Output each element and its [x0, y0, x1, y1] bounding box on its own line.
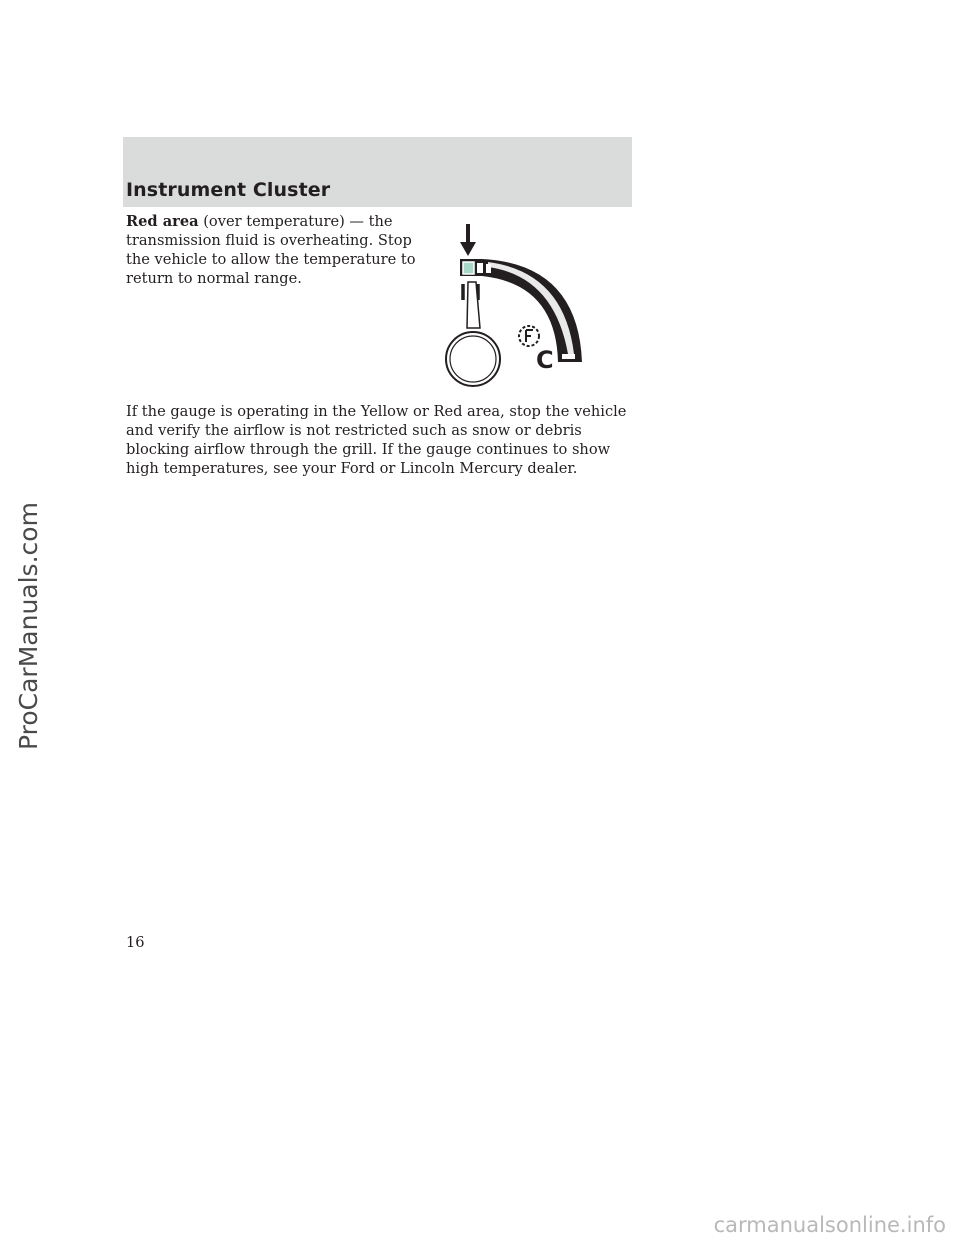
gauge-warning-paragraph: If the gauge is operating in the Yellow or Red area, stop the vehicle and verify the airflow is not restricted such as snow or debris blocking airflow through the grill. If the gauge continues to show high temperatures, see your Ford or Lincoln Mercury dealer.	[126, 403, 627, 477]
cold-label: C	[536, 346, 554, 374]
needle-bulb	[446, 282, 500, 386]
red-zone-segment	[463, 262, 474, 274]
side-watermark: ProCarManuals.com	[14, 502, 43, 750]
pointer-arrow-icon	[460, 224, 476, 256]
red-area-description	[126, 212, 416, 288]
page-number: 16	[126, 934, 145, 951]
yellow-zone-segment	[477, 263, 483, 273]
transmission-fluid-temperature-icon	[519, 326, 539, 346]
red-area-text: (over temperature) — the transmission fluid is overheating. Stop the vehicle to allow the temperature to return to normal range.	[126, 213, 416, 287]
section-header	[123, 137, 632, 207]
red-area-lead: Red area	[126, 213, 199, 230]
zone-segment	[486, 264, 491, 273]
transmission-temperature-gauge-illustration	[436, 222, 586, 392]
cold-zone-segment	[562, 354, 575, 359]
footer-watermark: carmanualsonline.info	[713, 1213, 946, 1237]
section-title: Instrument Cluster	[126, 179, 331, 201]
